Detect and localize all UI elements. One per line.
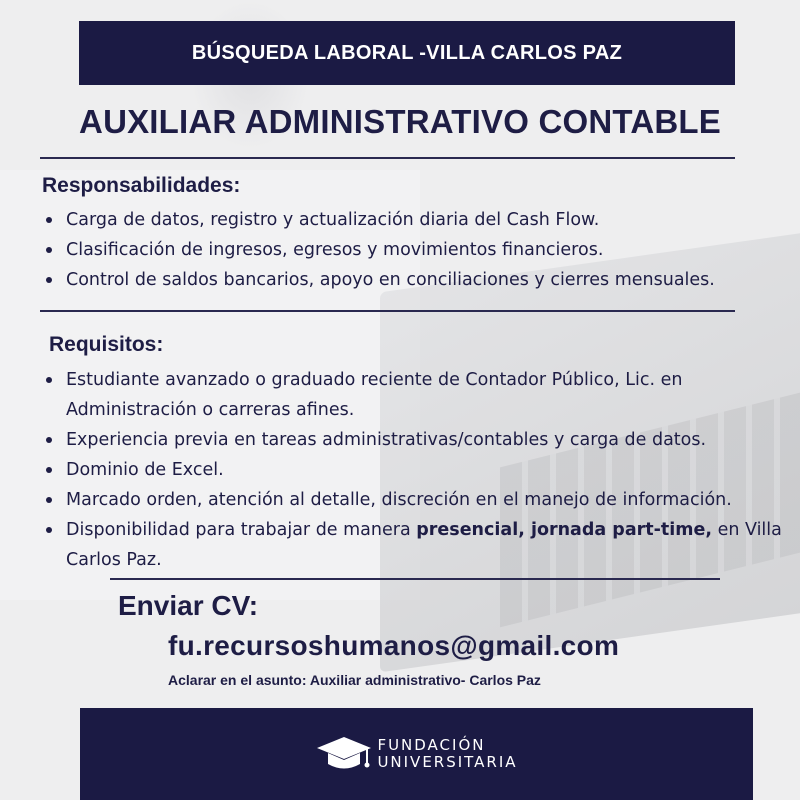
logo-line-1: FUNDACIÓN	[377, 736, 486, 754]
send-cv-heading: Enviar CV:	[118, 590, 259, 621]
footer-banner	[80, 708, 753, 800]
availability-location: en Villa Carlos Paz.	[66, 520, 782, 570]
list-item: Carga de datos, registro y actualización diaria del Cash Flow.	[42, 205, 782, 235]
divider	[110, 578, 720, 580]
contact-email[interactable]: fu.recursoshumanos@gmail.com	[168, 630, 620, 661]
requirements-heading: Requisitos:	[49, 333, 164, 356]
list-item: Control de saldos bancarios, apoyo en conciliaciones y cierres mensuales.	[42, 265, 782, 295]
graduation-cap-icon	[315, 734, 373, 774]
responsibilities-heading: Responsabilidades:	[42, 174, 241, 197]
divider	[40, 310, 735, 312]
list-item	[42, 515, 782, 575]
list-item: Dominio de Excel.	[42, 455, 782, 485]
header-banner-text: BÚSQUEDA LABORAL -VILLA CARLOS PAZ	[191, 41, 623, 64]
list-item: Estudiante avanzado o graduado reciente de Contador Público, Lic. en Administración o carreras afines.	[42, 365, 782, 425]
header-banner	[79, 21, 735, 85]
foundation-logo	[315, 734, 517, 774]
availability-text: Disponibilidad para trabajar de manera	[66, 520, 417, 540]
divider	[40, 157, 735, 159]
responsibilities-list	[42, 205, 782, 295]
requirements-list	[42, 365, 782, 575]
logo-line-2: UNIVERSITARIA	[377, 753, 518, 771]
list-item: Clasificación de ingresos, egresos y movimientos financieros.	[42, 235, 782, 265]
availability-emphasis: presencial, jornada part-time,	[416, 520, 712, 540]
list-item: Experiencia previa en tareas administrativas/contables y carga de datos.	[42, 425, 782, 455]
subject-note: Aclarar en el asunto: Auxiliar administrativo- Carlos Paz	[168, 672, 541, 688]
list-item: Marcado orden, atención al detalle, discreción en el manejo de información.	[42, 485, 782, 515]
job-title: AUXILIAR ADMINISTRATIVO CONTABLE	[79, 103, 721, 140]
